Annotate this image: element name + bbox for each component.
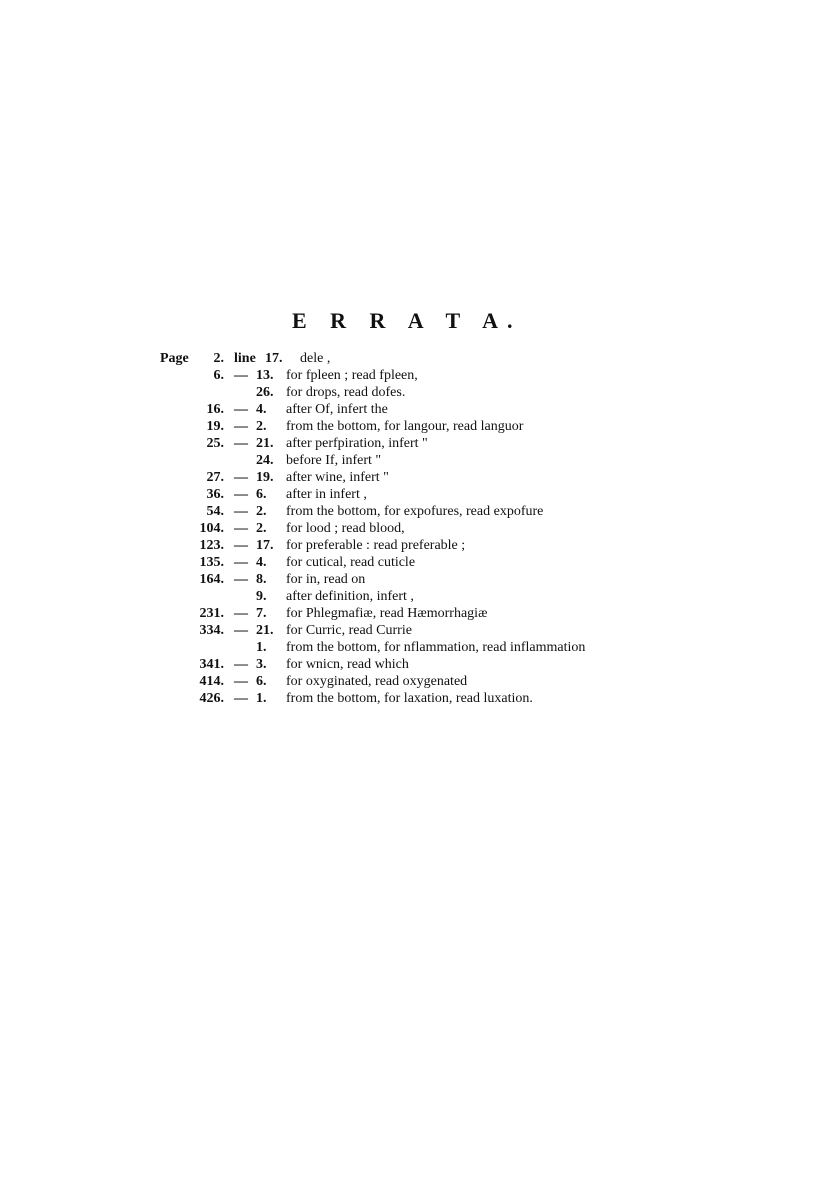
line-number: 1. — [256, 640, 267, 655]
line-number: 19. — [256, 470, 274, 485]
line-number: 2. — [256, 521, 267, 536]
line-number: 8. — [256, 572, 267, 587]
correction-text: for wnicn, read which — [286, 657, 409, 672]
page-number: 426. — [199, 691, 224, 706]
page-number: 27. — [206, 470, 224, 485]
correction-text: from the bottom, for laxation, read luxation. — [286, 691, 533, 706]
page-number: 19. — [206, 419, 224, 434]
correction-text: for Curric, read Currie — [286, 623, 412, 638]
errata-row — [150, 520, 830, 537]
page-number: 341. — [199, 657, 224, 672]
dash: — — [234, 555, 248, 570]
correction-text: after definition, infert , — [286, 589, 414, 604]
errata-row — [150, 554, 830, 571]
line-number: 17. — [256, 538, 274, 553]
dash: — — [234, 487, 248, 502]
errata-row — [150, 690, 830, 707]
correction-text: for in, read on — [286, 572, 366, 587]
line-number: 21. — [256, 623, 274, 638]
correction-text: for drops, read dofes. — [286, 385, 406, 400]
line-number: 24. — [256, 453, 274, 468]
correction-text: for cutical, read cuticle — [286, 555, 416, 570]
correction-text: for Phlegmafiæ, read Hæmorrhagiæ — [286, 606, 488, 621]
errata-row — [150, 605, 830, 622]
dash: — — [234, 470, 248, 485]
errata-row — [150, 537, 830, 554]
dash: — — [234, 674, 248, 689]
page-number: 16. — [206, 402, 224, 417]
page-number: 2. — [213, 351, 224, 366]
errata-row — [150, 656, 830, 673]
line-number: 2. — [256, 419, 267, 434]
line-number: 21. — [256, 436, 274, 451]
correction-text: after perfpiration, infert " — [286, 436, 428, 451]
dash: — — [234, 657, 248, 672]
page-number: 231. — [199, 606, 224, 621]
correction-text: before If, infert " — [286, 453, 382, 468]
line-number: 6. — [256, 674, 267, 689]
page-number: 104. — [199, 521, 224, 536]
errata-row — [150, 452, 830, 469]
errata-row — [150, 367, 830, 384]
line-number: 26. — [256, 385, 274, 400]
line-label: line — [234, 351, 256, 366]
line-number: 3. — [256, 657, 267, 672]
page-number: 123. — [199, 538, 224, 553]
dash: — — [234, 623, 248, 638]
correction-text: from the bottom, for nflammation, read inflammation — [286, 640, 586, 655]
line-number: 6. — [256, 487, 267, 502]
page-number: 54. — [206, 504, 224, 519]
page-number: 414. — [199, 674, 224, 689]
dash: — — [234, 572, 248, 587]
dash: — — [234, 521, 248, 536]
errata-row — [150, 588, 830, 605]
correction-text: dele , — [300, 351, 331, 366]
errata-row — [150, 401, 830, 418]
correction-text: for lood ; read blood, — [286, 521, 405, 536]
correction-text: for fpleen ; read fpleen, — [286, 368, 418, 383]
errata-row — [150, 469, 830, 486]
dash: — — [234, 368, 248, 383]
line-number: 9. — [256, 589, 267, 604]
line-number: 13. — [256, 368, 274, 383]
page-number: 6. — [213, 368, 224, 383]
errata-row — [150, 571, 830, 588]
dash: — — [234, 419, 248, 434]
correction-text: after wine, infert " — [286, 470, 389, 485]
dash: — — [234, 606, 248, 621]
correction-text: from the bottom, for expofures, read expofure — [286, 504, 544, 519]
correction-text: for oxyginated, read oxygenated — [286, 674, 468, 689]
line-number: 4. — [256, 402, 267, 417]
line-number: 2. — [256, 504, 267, 519]
errata-row — [150, 673, 830, 690]
dash: — — [234, 436, 248, 451]
dash: — — [234, 402, 248, 417]
dash: — — [234, 504, 248, 519]
errata-row — [150, 503, 830, 520]
errata-row — [150, 418, 830, 435]
errata-list — [150, 350, 830, 707]
page-number: 36. — [206, 487, 224, 502]
correction-text: after Of, infert the — [286, 402, 388, 417]
errata-row — [150, 639, 830, 656]
correction-text: from the bottom, for langour, read languor — [286, 419, 524, 434]
page-title: E R R A T A. — [292, 308, 522, 333]
correction-text: for preferable : read preferable ; — [286, 538, 466, 553]
errata-row — [150, 350, 830, 367]
page-number: 164. — [199, 572, 224, 587]
page-number: 334. — [199, 623, 224, 638]
errata-row — [150, 486, 830, 503]
errata-row — [150, 622, 830, 639]
dash: — — [234, 691, 248, 706]
page-label: Page — [160, 351, 189, 366]
errata-row — [150, 384, 830, 401]
page-number: 25. — [206, 436, 224, 451]
correction-text: after in infert , — [286, 487, 367, 502]
line-number: 1. — [256, 691, 267, 706]
line-number: 17. — [265, 351, 283, 366]
line-number: 7. — [256, 606, 267, 621]
page-number: 135. — [199, 555, 224, 570]
dash: — — [234, 538, 248, 553]
errata-row — [150, 435, 830, 452]
line-number: 4. — [256, 555, 267, 570]
